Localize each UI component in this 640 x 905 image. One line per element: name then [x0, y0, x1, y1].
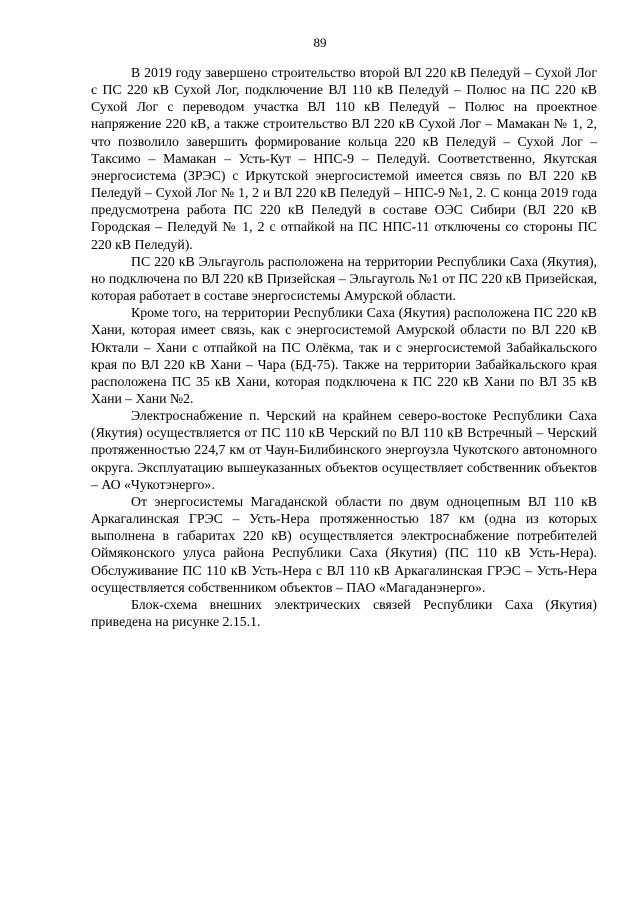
paragraph-chersky: Электроснабжение п. Черский на крайнем северо-востоке Республики Саха (Якутия) осуществляется от ПС 110 кВ Черский по ВЛ 110 кВ Встречный – Черский протяженностью 224,7 км от Чаун-Билибинского энергоузла Чукотского автономного округа. Эксплуатацию вышеуказанных объектов осуществляет собственник объектов – АО «Чукотэнерго».: [91, 408, 597, 492]
page-number: 89: [313, 35, 327, 50]
document-body: [91, 64, 597, 630]
paragraph-peleduy-ring: В 2019 году завершено строительство второй ВЛ 220 кВ Пеледуй – Сухой Лог с ПС 220 кВ Сухой Лог, подключение ВЛ 110 кВ Пеледуй – Полюс на ПС 220 кВ Сухой Лог с переводом участка ВЛ 110 кВ Пеледуй – Полюс на проектное напряжение 220 кВ, а также строительство ВЛ 220 кВ Сухой Лог – Мамакан № 1, 2, что позволило завершить формирование кольца 220 кВ Пеледуй – Сухой Лог – Таксимо – Мамакан – Усть-Кут – НПС-9 – Пеледуй. Соответственно, Якутская энергосистема (ЗРЭС) с Иркутской энергосистемой имеется связь по ВЛ 220 кВ Пеледуй – Сухой Лог № 1, 2 и ВЛ 220 кВ Пеледуй – НПС-9 №1, 2. С конца 2019 года предусмотрена работа ПС 220 кВ Пеледуй в составе ОЭС Сибири (ВЛ 220 кВ Городская – Пеледуй № 1, 2 с отпайкой на ПС НПС-11 отключены со стороны ПС 220 кВ Пеледуй).: [91, 65, 597, 252]
paragraph-khani: Кроме того, на территории Республики Саха (Якутия) расположена ПС 220 кВ Хани, которая имеет связь, как с энергосистемой Амурской области по ВЛ 220 кВ Юктали – Хани с отпайкой на ПС Олёкма, так и с энергосистемой Забайкальского края по ВЛ 220 кВ Хани – Чара (БД-75). Также на территории Забайкальского края расположена ПС 35 кВ Хани, которая подключена к ПС 220 кВ Хани по ВЛ 35 кВ Хани – Хани №2.: [91, 305, 597, 406]
paragraph-magadan: От энергосистемы Магаданской области по двум одноцепным ВЛ 110 кВ Аркагалинская ГРЭС – Усть-Нера протяженностью 187 км (одна из которых выполнена в габаритах 220 кВ) осуществляется электроснабжение потребителей Оймяконского улуса района Республики Саха (Якутия) (ПС 110 кВ Усть-Нера). Обслуживание ПС 110 кВ Усть-Нера с ВЛ 110 кВ Аркагалинская ГРЭС – Усть-Нера осуществляется собственником объектов – ПАО «Магаданэнерго».: [91, 493, 597, 595]
paragraph-elgaugol: ПС 220 кВ Эльгауголь расположена на территории Республики Саха (Якутия), но подключена по ВЛ 220 кВ Призейская – Эльгауголь №1 от ПС 220 кВ Призейская, которая работает в составе энергосистемы Амурской области.: [91, 253, 597, 304]
paragraph-figure-reference: Блок-схема внешних электрических связей Республики Саха (Якутия) приведена на рисунке 2.15.1.: [91, 596, 597, 629]
